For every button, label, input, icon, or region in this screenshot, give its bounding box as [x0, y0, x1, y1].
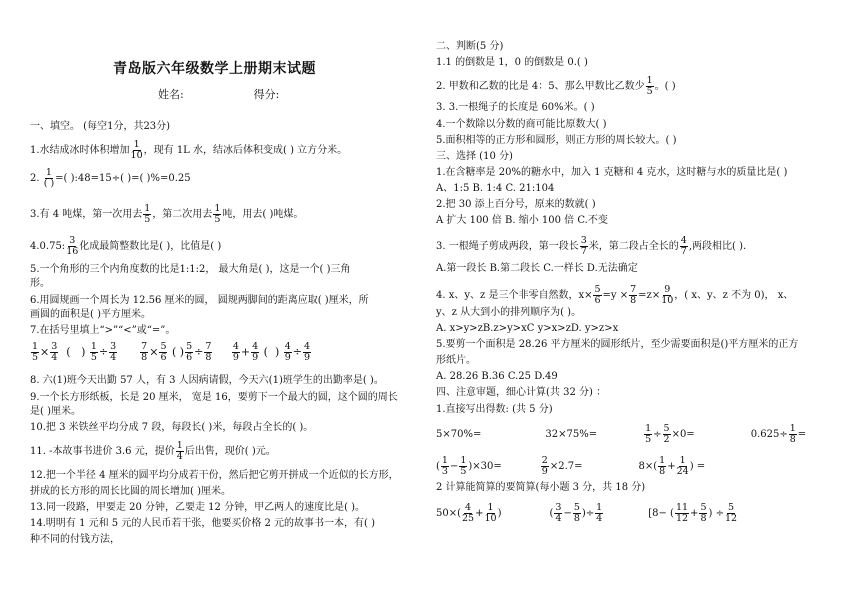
- choice-1-options: A、1:5 B. 1:4 C. 21:104: [436, 183, 555, 194]
- question-13: 13.同一段路，甲要走 20 分钟，乙要走 12 分钟，甲乙两人的速度比是( )。: [30, 502, 366, 513]
- judge-5: 5.面积相等的正方形和圆形，则正方形的周长较大。( ): [436, 135, 677, 146]
- question-8: 8. 六(1)班今天出勤 57 人，有 3 人因病请假，今天六(1)班学生的出勤率是( )。: [30, 375, 384, 386]
- choice-4-cont: y、z 从大到小的排列顺序为( )。: [436, 307, 582, 318]
- choice-5: 5.要剪一个面积是 28.26 平方厘米的圆形纸片，至少需要面积是()平方厘米的正方: [436, 339, 799, 350]
- choice-4-options: A. x>y>zB.z>y>xC y>x>zD. y>z>x: [436, 323, 619, 334]
- question-6-cont: 画圆的面积是( )平方厘米。: [30, 309, 151, 320]
- question-5: 5.一个角形的三个内角度数的比是1:1:2， 最大角是( )，这是一个( )三角: [30, 264, 351, 275]
- question-10: 10.把 3 米铁丝平均分成 7 段，每段长( )米，每段占全长的( )。: [30, 422, 314, 433]
- choice-2-options: A 扩大 100 倍 B. 缩小 100 倍 C.不变: [436, 215, 608, 226]
- question-12-cont: 拼成的长方形的周长比圆的周长增加( )厘米。: [30, 486, 231, 497]
- judge-3: 3. 3.一根绳子的长度是 60%米。( ): [436, 102, 595, 113]
- question-5-cont: 形。: [30, 278, 50, 289]
- judge-1: 1.1 的倒数是 1，0 的倒数是 0.( ): [436, 57, 588, 68]
- question-11: 11. -本故事书进价 3.6 元，提价 $\frac{1}{4}$ 后出售，现价( )元。: [30, 440, 276, 462]
- oral-calc-row-1: 5×70%= 32×75%= $\frac{1}{5}$ ÷ $\frac{5}{2}$ ×0= 0.625÷ $\frac{1}{8}$ =: [436, 423, 807, 445]
- section-judge: 二、判断(5 分): [436, 41, 504, 52]
- simplify-row: 50×( $\frac{4}{25}$ + $\frac{1}{10}$ ) ( $\frac{3}{4}$ − $\frac{5}{8}$ )÷ $\frac{1}{4}$ [8− ( $\frac{11}{12}$ + $\frac{5}{8}$ ) ÷ $\frac{5}{12}$: [436, 502, 738, 524]
- question-2: 2. $\frac{1}{( )}$ =( ):48=15÷( )=( )%=0.25: [30, 167, 191, 189]
- choice-5-options: A. 28.26 B.36 C.25 D.49: [436, 371, 558, 382]
- choice-3-options: A.第一段长 B.第二段长 C.一样长 D.无法确定: [436, 263, 638, 274]
- section-fill-blank: 一、填空。 (每空1分，共23分): [30, 121, 171, 132]
- question-7: 7.在括号里填上“>”“<”或“=”。: [30, 325, 176, 336]
- calc-1-title: 1.直接写出得数: (共 5 分): [436, 404, 553, 415]
- name-score-line: 姓名: 得分:: [158, 88, 280, 101]
- choice-5-cont: 形纸片。: [436, 355, 476, 366]
- question-14: 14.明明有 1 元和 5 元的人民币若干张，他要买价格 2 元的故事书一本，有( ): [30, 518, 376, 529]
- page-title: 青岛版六年级数学上册期末试题: [113, 61, 316, 77]
- question-1: 1.水结成冰时体积增加 $\frac{1}{10}$ ，现有 1L 水，结冰后体积变成( ) 立方分米。: [30, 139, 348, 161]
- compare-row: $\frac{1}{5}$ × $\frac{3}{4}$ ( ) $\frac{1}{5}$ ÷ $\frac{3}{4}$ $\frac{7}{8}$ × $\frac{5}{6}$ ( ) $\frac{5}{6}$ ÷ $\frac{7}{8}$ $\frac{4}{9}$ + $\frac{4}{9}$ ( ) $\frac{4}{9}$ ÷ $\frac{4}{9}$: [32, 341, 311, 363]
- oral-calc-row-2: ( $\frac{1}{3}$ − $\frac{1}{5}$ )×30= $\frac{2}{9}$ ×2.7= 8×( $\frac{1}{8}$ + $\frac{1}{24}$ ) =: [436, 455, 706, 477]
- question-6: 6.用圆规画一个周长为 12.56 厘米的圆， 圆规两脚间的距离应取( )厘米，所: [30, 295, 369, 306]
- calc-2-title: 2 计算能简算的要简算(每小题 3 分，共 18 分): [436, 482, 646, 493]
- question-12: 12.把一个半径 4 厘米的圆平均分成若干份，然后把它剪开拼成一个近似的长方形，: [30, 470, 399, 481]
- question-9-cont: 是( )厘米。: [30, 406, 81, 417]
- choice-3: 3. 一根绳子剪成两段，第一段长 $\frac{3}{7}$ 米，第二段占全长的 $\frac{4}{7}$ ,两段相比( ).: [436, 235, 747, 257]
- section-choice: 三、选择 (10 分): [436, 151, 513, 162]
- question-14-cont: 种不同的付钱方法，: [30, 534, 120, 545]
- judge-2: 2. 甲数和乙数的比是 4：5、那么甲数比乙数少 $\frac{1}{5}$ 。( ): [436, 75, 676, 97]
- question-9: 9.一个长方形纸板，长是 20 厘米， 宽是 16，要剪下一个最大的圆，这个圆的周长: [30, 392, 398, 403]
- choice-2: 2.把 30 添上百分号，原来的数就( ): [436, 199, 596, 210]
- question-4: 4.0.75: $\frac{3}{16}$ 化成最简整数比是( )，比值是( ): [30, 235, 222, 257]
- choice-4: 4. x、y、z 是三个非零自然数，x× $\frac{5}{6}$ =y × $\frac{7}{8}$ =z× $\frac{9}{10}$ ，( x、y、z 不为 0)， x、: [436, 284, 794, 306]
- question-3: 3.有 4 吨煤，第一次用去 $\frac{1}{5}$ ，第二次用去 $\frac{1}{5}$ 吨，用去( )吨煤。: [30, 203, 304, 225]
- section-calc: 四、注意审题，细心计算(共 32 分) ：: [436, 387, 607, 398]
- choice-1: 1.在含糖率是 20%的糖水中，加入 1 克糖和 4 克水，这时糖与水的质量比是( ): [436, 167, 788, 178]
- judge-4: 4.一个数除以分数的商可能比原数大( ): [436, 119, 607, 130]
